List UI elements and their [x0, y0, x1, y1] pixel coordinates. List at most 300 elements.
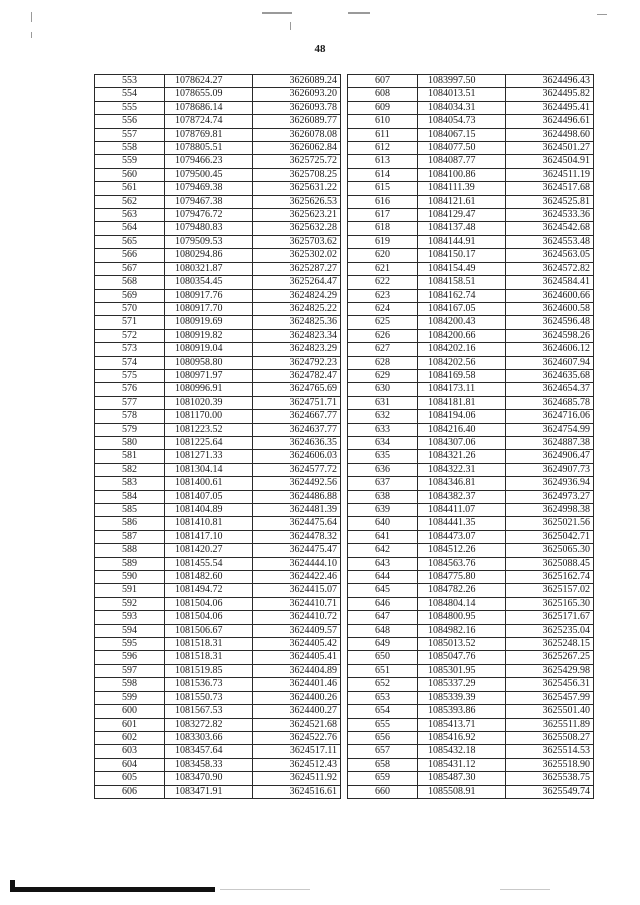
x-coordinate: 1084200.43	[418, 316, 506, 329]
x-coordinate: 1085416.92	[418, 731, 506, 744]
table-row	[95, 249, 341, 262]
y-coordinate: 3624751.71	[253, 396, 341, 409]
table-row	[348, 343, 594, 356]
table-row	[348, 785, 594, 798]
x-coordinate: 1083470.90	[165, 772, 253, 785]
point-number: 574	[95, 356, 165, 369]
point-number: 587	[95, 530, 165, 543]
y-coordinate: 3624607.94	[506, 356, 594, 369]
x-coordinate: 1080971.97	[165, 369, 253, 382]
y-coordinate: 3624512.43	[253, 758, 341, 771]
y-coordinate: 3624522.76	[253, 731, 341, 744]
point-number: 554	[95, 88, 165, 101]
table-row	[95, 504, 341, 517]
table-row	[348, 115, 594, 128]
y-coordinate: 3624563.05	[506, 249, 594, 262]
x-coordinate: 1085413.71	[418, 718, 506, 731]
table-row	[95, 262, 341, 275]
table-row	[348, 477, 594, 490]
y-coordinate: 3625088.45	[506, 557, 594, 570]
x-coordinate: 1084800.95	[418, 611, 506, 624]
point-number: 555	[95, 101, 165, 114]
table-row	[348, 182, 594, 195]
y-coordinate: 3624486.88	[253, 490, 341, 503]
y-coordinate: 3624782.47	[253, 369, 341, 382]
point-number: 640	[348, 517, 418, 530]
y-coordinate: 3624405.41	[253, 651, 341, 664]
point-number: 592	[95, 597, 165, 610]
x-coordinate: 1085013.52	[418, 638, 506, 651]
y-coordinate: 3624596.48	[506, 316, 594, 329]
y-coordinate: 3624400.26	[253, 691, 341, 704]
x-coordinate: 1080321.87	[165, 262, 253, 275]
table-row	[348, 249, 594, 262]
table-row	[348, 195, 594, 208]
point-number: 572	[95, 329, 165, 342]
x-coordinate: 1085337.29	[418, 678, 506, 691]
table-row	[95, 651, 341, 664]
point-number: 642	[348, 544, 418, 557]
point-number: 602	[95, 731, 165, 744]
point-number: 556	[95, 115, 165, 128]
table-row	[95, 101, 341, 114]
y-coordinate: 3624475.47	[253, 544, 341, 557]
x-coordinate: 1079509.53	[165, 235, 253, 248]
table-row	[95, 450, 341, 463]
table-row	[95, 517, 341, 530]
point-number: 573	[95, 343, 165, 356]
y-coordinate: 3624481.39	[253, 504, 341, 517]
x-coordinate: 1084563.76	[418, 557, 506, 570]
x-coordinate: 1078655.09	[165, 88, 253, 101]
table-row	[348, 678, 594, 691]
point-number: 647	[348, 611, 418, 624]
point-number: 594	[95, 624, 165, 637]
x-coordinate: 1084441.35	[418, 517, 506, 530]
table-row	[95, 410, 341, 423]
y-coordinate: 3624825.22	[253, 302, 341, 315]
y-coordinate: 3626089.77	[253, 115, 341, 128]
table-row	[95, 638, 341, 651]
table-row	[348, 329, 594, 342]
scan-mark-top-3	[290, 22, 291, 30]
table-row	[95, 276, 341, 289]
x-coordinate: 1080919.69	[165, 316, 253, 329]
y-coordinate: 3625626.53	[253, 195, 341, 208]
table-row	[95, 155, 341, 168]
point-number: 609	[348, 101, 418, 114]
y-coordinate: 3624516.61	[253, 785, 341, 798]
point-number: 613	[348, 155, 418, 168]
y-coordinate: 3624498.60	[506, 128, 594, 141]
table-row	[348, 75, 594, 88]
table-row	[348, 235, 594, 248]
point-number: 611	[348, 128, 418, 141]
table-row	[95, 142, 341, 155]
table-row	[95, 383, 341, 396]
point-number: 624	[348, 302, 418, 315]
y-coordinate: 3624577.72	[253, 463, 341, 476]
point-number: 658	[348, 758, 418, 771]
point-number: 593	[95, 611, 165, 624]
table-row	[95, 168, 341, 181]
scan-mark-left-2	[31, 32, 32, 38]
table-row	[348, 463, 594, 476]
y-coordinate: 3624636.35	[253, 436, 341, 449]
x-coordinate: 1080294.86	[165, 249, 253, 262]
x-coordinate: 1084473.07	[418, 530, 506, 543]
table-row	[95, 329, 341, 342]
point-number: 557	[95, 128, 165, 141]
point-number: 561	[95, 182, 165, 195]
table-row	[348, 369, 594, 382]
y-coordinate: 3625708.25	[253, 168, 341, 181]
x-coordinate: 1084982.16	[418, 624, 506, 637]
x-coordinate: 1084202.56	[418, 356, 506, 369]
y-coordinate: 3625725.72	[253, 155, 341, 168]
page-number: 48	[314, 43, 326, 55]
x-coordinate: 1081400.61	[165, 477, 253, 490]
x-coordinate: 1081550.73	[165, 691, 253, 704]
x-coordinate: 1081420.27	[165, 544, 253, 557]
x-coordinate: 1081170.00	[165, 410, 253, 423]
x-coordinate: 1084202.16	[418, 343, 506, 356]
y-coordinate: 3624598.26	[506, 329, 594, 342]
point-number: 599	[95, 691, 165, 704]
x-coordinate: 1084013.51	[418, 88, 506, 101]
table-row	[348, 276, 594, 289]
x-coordinate: 1080958.80	[165, 356, 253, 369]
x-coordinate: 1081506.67	[165, 624, 253, 637]
x-coordinate: 1084111.39	[418, 182, 506, 195]
point-number: 636	[348, 463, 418, 476]
y-coordinate: 3624906.47	[506, 450, 594, 463]
table-row	[348, 517, 594, 530]
x-coordinate: 1081225.64	[165, 436, 253, 449]
y-coordinate: 3625302.02	[253, 249, 341, 262]
point-number: 606	[95, 785, 165, 798]
y-coordinate: 3625631.22	[253, 182, 341, 195]
x-coordinate: 1085431.12	[418, 758, 506, 771]
x-coordinate: 1084129.47	[418, 209, 506, 222]
x-coordinate: 1083272.82	[165, 718, 253, 731]
table-row	[95, 597, 341, 610]
table-row	[95, 544, 341, 557]
x-coordinate: 1085393.86	[418, 705, 506, 718]
y-coordinate: 3624517.11	[253, 745, 341, 758]
table-row	[348, 262, 594, 275]
point-number: 576	[95, 383, 165, 396]
point-number: 620	[348, 249, 418, 262]
point-number: 622	[348, 276, 418, 289]
table-row	[348, 396, 594, 409]
table-row	[95, 195, 341, 208]
y-coordinate: 3624765.69	[253, 383, 341, 396]
x-coordinate: 1079480.83	[165, 222, 253, 235]
coordinate-table-left	[94, 74, 341, 799]
point-number: 617	[348, 209, 418, 222]
x-coordinate: 1084346.81	[418, 477, 506, 490]
y-coordinate: 3624637.77	[253, 423, 341, 436]
point-number: 598	[95, 678, 165, 691]
x-coordinate: 1081494.72	[165, 584, 253, 597]
x-coordinate: 1079466.23	[165, 155, 253, 168]
point-number: 639	[348, 504, 418, 517]
y-coordinate: 3624444.10	[253, 557, 341, 570]
point-number: 618	[348, 222, 418, 235]
y-coordinate: 3624635.68	[506, 369, 594, 382]
y-coordinate: 3625267.25	[506, 651, 594, 664]
x-coordinate: 1084804.14	[418, 597, 506, 610]
y-coordinate: 3625157.02	[506, 584, 594, 597]
y-coordinate: 3624478.32	[253, 530, 341, 543]
y-coordinate: 3624572.82	[506, 262, 594, 275]
table-row	[348, 490, 594, 503]
table-row	[348, 691, 594, 704]
x-coordinate: 1081417.10	[165, 530, 253, 543]
x-coordinate: 1081482.60	[165, 571, 253, 584]
y-coordinate: 3625429.98	[506, 664, 594, 677]
point-number: 600	[95, 705, 165, 718]
x-coordinate: 1084077.50	[418, 142, 506, 155]
table-row	[348, 745, 594, 758]
point-number: 631	[348, 396, 418, 409]
x-coordinate: 1083458.33	[165, 758, 253, 771]
point-number: 571	[95, 316, 165, 329]
x-coordinate: 1084154.49	[418, 262, 506, 275]
point-number: 619	[348, 235, 418, 248]
point-number: 601	[95, 718, 165, 731]
y-coordinate: 3624654.37	[506, 383, 594, 396]
point-number: 643	[348, 557, 418, 570]
table-row	[348, 101, 594, 114]
point-number: 578	[95, 410, 165, 423]
x-coordinate: 1081020.39	[165, 396, 253, 409]
table-row	[95, 128, 341, 141]
y-coordinate: 3625457.99	[506, 691, 594, 704]
x-coordinate: 1078724.74	[165, 115, 253, 128]
y-coordinate: 3625518.90	[506, 758, 594, 771]
x-coordinate: 1081518.31	[165, 651, 253, 664]
x-coordinate: 1085301.95	[418, 664, 506, 677]
y-coordinate: 3624492.56	[253, 477, 341, 490]
y-coordinate: 3624400.27	[253, 705, 341, 718]
point-number: 637	[348, 477, 418, 490]
table-row	[95, 772, 341, 785]
table-row	[95, 209, 341, 222]
coordinate-table-right	[347, 74, 594, 799]
point-number: 569	[95, 289, 165, 302]
x-coordinate: 1080919.82	[165, 329, 253, 342]
table-row	[348, 624, 594, 637]
table-row	[95, 235, 341, 248]
x-coordinate: 1081567.53	[165, 705, 253, 718]
y-coordinate: 3624584.41	[506, 276, 594, 289]
x-coordinate: 1084067.15	[418, 128, 506, 141]
x-coordinate: 1079476.72	[165, 209, 253, 222]
x-coordinate: 1081504.06	[165, 611, 253, 624]
x-coordinate: 1084321.26	[418, 450, 506, 463]
table-row	[348, 530, 594, 543]
scan-mark-corner	[597, 14, 607, 15]
x-coordinate: 1084512.26	[418, 544, 506, 557]
point-number: 649	[348, 638, 418, 651]
y-coordinate: 3624907.73	[506, 463, 594, 476]
table-row	[348, 410, 594, 423]
x-coordinate: 1084169.58	[418, 369, 506, 382]
y-coordinate: 3625248.15	[506, 638, 594, 651]
point-number: 645	[348, 584, 418, 597]
point-number: 621	[348, 262, 418, 275]
x-coordinate: 1084307.06	[418, 436, 506, 449]
x-coordinate: 1078805.51	[165, 142, 253, 155]
y-coordinate: 3625623.21	[253, 209, 341, 222]
x-coordinate: 1081519.85	[165, 664, 253, 677]
point-number: 644	[348, 571, 418, 584]
y-coordinate: 3624685.78	[506, 396, 594, 409]
point-number: 608	[348, 88, 418, 101]
x-coordinate: 1084194.06	[418, 410, 506, 423]
point-number: 650	[348, 651, 418, 664]
table-row	[348, 664, 594, 677]
y-coordinate: 3624501.27	[506, 142, 594, 155]
point-number: 565	[95, 235, 165, 248]
y-coordinate: 3625501.40	[506, 705, 594, 718]
point-number: 604	[95, 758, 165, 771]
point-number: 567	[95, 262, 165, 275]
y-coordinate: 3624401.46	[253, 678, 341, 691]
scan-bar-bottom	[10, 887, 215, 892]
table-row	[348, 772, 594, 785]
table-row	[95, 691, 341, 704]
table-row	[348, 571, 594, 584]
point-number: 654	[348, 705, 418, 718]
x-coordinate: 1084087.77	[418, 155, 506, 168]
table-row	[348, 302, 594, 315]
point-number: 585	[95, 504, 165, 517]
x-coordinate: 1081407.05	[165, 490, 253, 503]
y-coordinate: 3624754.99	[506, 423, 594, 436]
point-number: 562	[95, 195, 165, 208]
table-row	[348, 731, 594, 744]
table-row	[348, 383, 594, 396]
table-row	[95, 745, 341, 758]
point-number: 628	[348, 356, 418, 369]
table-row	[348, 611, 594, 624]
table-row	[348, 584, 594, 597]
point-number: 586	[95, 517, 165, 530]
table-row	[95, 75, 341, 88]
table-row	[95, 557, 341, 570]
table-row	[348, 597, 594, 610]
scan-mark-top-2	[348, 12, 370, 14]
x-coordinate: 1084150.17	[418, 249, 506, 262]
table-row	[95, 316, 341, 329]
x-coordinate: 1084382.37	[418, 490, 506, 503]
y-coordinate: 3626062.84	[253, 142, 341, 155]
x-coordinate: 1079467.38	[165, 195, 253, 208]
table-row	[95, 611, 341, 624]
table-row	[95, 718, 341, 731]
point-number: 560	[95, 168, 165, 181]
table-row	[348, 155, 594, 168]
table-row	[95, 115, 341, 128]
y-coordinate: 3624496.61	[506, 115, 594, 128]
table-row	[95, 369, 341, 382]
x-coordinate: 1083997.50	[418, 75, 506, 88]
table-row	[348, 423, 594, 436]
x-coordinate: 1080354.45	[165, 276, 253, 289]
y-coordinate: 3624504.91	[506, 155, 594, 168]
y-coordinate: 3624415.07	[253, 584, 341, 597]
table-row	[348, 638, 594, 651]
point-number: 582	[95, 463, 165, 476]
y-coordinate: 3624511.19	[506, 168, 594, 181]
table-row	[95, 530, 341, 543]
y-coordinate: 3625065.30	[506, 544, 594, 557]
point-number: 616	[348, 195, 418, 208]
y-coordinate: 3624606.12	[506, 343, 594, 356]
point-number: 579	[95, 423, 165, 436]
y-coordinate: 3624823.34	[253, 329, 341, 342]
point-number: 623	[348, 289, 418, 302]
y-coordinate: 3624525.81	[506, 195, 594, 208]
point-number: 581	[95, 450, 165, 463]
point-number: 575	[95, 369, 165, 382]
point-number: 655	[348, 718, 418, 731]
x-coordinate: 1084322.31	[418, 463, 506, 476]
table-row	[95, 356, 341, 369]
table-row	[95, 705, 341, 718]
table-row	[95, 477, 341, 490]
x-coordinate: 1084121.61	[418, 195, 506, 208]
x-coordinate: 1085339.39	[418, 691, 506, 704]
table-row	[348, 450, 594, 463]
x-coordinate: 1079469.38	[165, 182, 253, 195]
table-row	[348, 142, 594, 155]
point-number: 656	[348, 731, 418, 744]
y-coordinate: 3625021.56	[506, 517, 594, 530]
y-coordinate: 3625165.30	[506, 597, 594, 610]
point-number: 605	[95, 772, 165, 785]
x-coordinate: 1084216.40	[418, 423, 506, 436]
y-coordinate: 3624495.82	[506, 88, 594, 101]
x-coordinate: 1084144.91	[418, 235, 506, 248]
y-coordinate: 3625632.28	[253, 222, 341, 235]
x-coordinate: 1084181.81	[418, 396, 506, 409]
x-coordinate: 1084411.07	[418, 504, 506, 517]
point-number: 634	[348, 436, 418, 449]
y-coordinate: 3624404.89	[253, 664, 341, 677]
x-coordinate: 1081410.81	[165, 517, 253, 530]
x-coordinate: 1084162.74	[418, 289, 506, 302]
table-row	[348, 705, 594, 718]
x-coordinate: 1084200.66	[418, 329, 506, 342]
x-coordinate: 1081304.14	[165, 463, 253, 476]
y-coordinate: 3625703.62	[253, 235, 341, 248]
point-number: 612	[348, 142, 418, 155]
y-coordinate: 3626093.78	[253, 101, 341, 114]
x-coordinate: 1081223.52	[165, 423, 253, 436]
table-row	[348, 436, 594, 449]
table-row	[95, 396, 341, 409]
x-coordinate: 1084775.80	[418, 571, 506, 584]
table-row	[348, 557, 594, 570]
scan-dust-1	[220, 889, 310, 890]
x-coordinate: 1081404.89	[165, 504, 253, 517]
point-number: 626	[348, 329, 418, 342]
y-coordinate: 3624542.68	[506, 222, 594, 235]
